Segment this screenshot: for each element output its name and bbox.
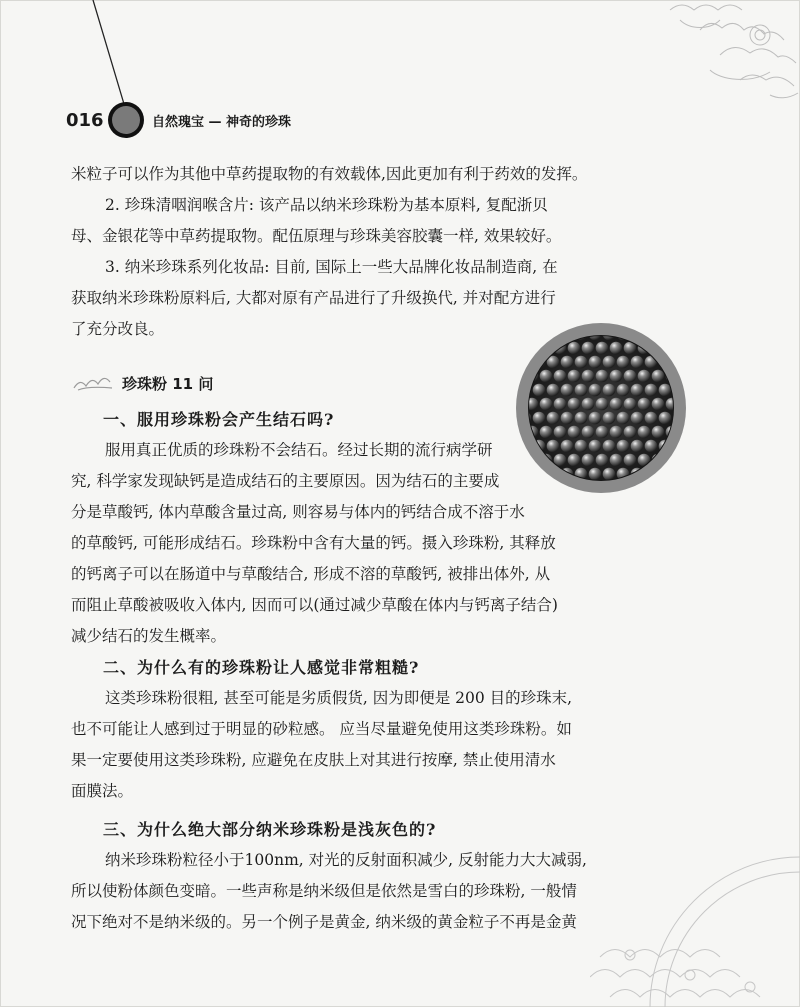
pearl <box>652 398 665 411</box>
wave-ornament-bottom-right <box>590 837 800 1007</box>
pearl <box>596 426 609 439</box>
pearl <box>631 440 644 453</box>
pearl <box>638 398 651 411</box>
pearl <box>589 356 602 369</box>
intro-paragraphs <box>71 159 615 345</box>
pearl <box>652 370 665 383</box>
pearl <box>554 426 567 439</box>
pearl <box>652 426 665 439</box>
pearl <box>659 384 672 397</box>
pearl <box>568 370 581 383</box>
text-line: 而阻止草酸被吸收入体内, 因而可以(通过减少草酸在体内与钙离子结合) <box>71 596 558 614</box>
pearl <box>561 356 574 369</box>
pearl <box>659 468 672 481</box>
text-line: 的草酸钙, 可能形成结石。珍珠粉中含有大量的钙。摄入珍珠粉, 其释放 <box>71 534 556 552</box>
text-line: 米粒子可以作为其他中草药提取物的有效载体,因此更加有利于药效的发挥。 <box>71 165 588 183</box>
question-heading: 二、为什么有的珍珠粉让人感觉非常粗糙? <box>103 658 420 677</box>
text-line: 果一定要使用这类珍珠粉, 应避免在皮肤上对其进行按摩, 禁止使用清水 <box>71 751 556 769</box>
pearl <box>519 468 532 481</box>
pearl <box>603 356 616 369</box>
pearl <box>582 454 595 467</box>
pearl <box>666 342 679 355</box>
pearl <box>596 370 609 383</box>
pearl <box>547 384 560 397</box>
pearl <box>617 356 630 369</box>
pearl <box>575 440 588 453</box>
text-line: 面膜法。 <box>71 782 134 800</box>
pearl <box>582 370 595 383</box>
decorative-line <box>0 0 130 110</box>
pearl <box>610 370 623 383</box>
pearl <box>631 356 644 369</box>
pearl <box>554 370 567 383</box>
pearl <box>610 342 623 355</box>
text-line: 这类珍珠粉很粗, 甚至可能是劣质假货, 因为即便是 200 目的珍珠末, <box>105 689 573 707</box>
section-title: 珍珠粉 11 问 <box>122 375 214 393</box>
text-line: 了充分改良。 <box>71 320 165 338</box>
pearl <box>624 398 637 411</box>
pearl <box>533 328 546 341</box>
pearl-disc-icon <box>106 100 146 140</box>
pearl <box>540 398 553 411</box>
text-line: 纳米珍珠粉粒径小于100nm, 对光的反射面积减少, 反射能力大大减弱, <box>105 851 587 869</box>
pearl <box>617 440 630 453</box>
pearl <box>575 384 588 397</box>
page-number: 016 <box>66 109 104 131</box>
text-line: 3. 纳米珍珠系列化妆品: 目前, 国际上一些大品牌化妆品制造商, 在 <box>105 258 558 276</box>
text-line: 减少结石的发生概率。 <box>71 627 227 645</box>
pearl <box>540 370 553 383</box>
pearl <box>659 328 672 341</box>
pearl <box>645 412 658 425</box>
running-title: 自然瑰宝 — 神奇的珍珠 <box>152 114 292 130</box>
pearl <box>624 370 637 383</box>
pearl <box>526 342 539 355</box>
pearl <box>589 384 602 397</box>
text-line: 所以使粉体颜色变暗。一些声称是纳米级但是依然是雪白的珍珠粉, 一般情 <box>71 882 577 900</box>
text-line: 2. 珍珠清咽润喉含片: 该产品以纳米珍珠粉为基本原料, 复配浙贝 <box>105 196 548 214</box>
pearl <box>603 440 616 453</box>
pearl <box>533 384 546 397</box>
pearl <box>561 384 574 397</box>
text-line: 究, 科学家发现缺钙是造成结石的主要原因。因为结石的主要成 <box>71 472 500 490</box>
pearl <box>561 440 574 453</box>
text-line: 况下绝对不是纳米级的。另一个例子是黄金, 纳米级的黄金粒子不再是金黄 <box>71 913 577 931</box>
pearl <box>561 412 574 425</box>
pearl <box>568 398 581 411</box>
pearl <box>596 454 609 467</box>
pearl <box>547 440 560 453</box>
pearl <box>631 384 644 397</box>
pearl <box>554 398 567 411</box>
pearl <box>589 412 602 425</box>
pearl <box>617 384 630 397</box>
pearl <box>610 426 623 439</box>
question-3 <box>71 814 615 938</box>
pearl <box>575 412 588 425</box>
pearl <box>582 426 595 439</box>
page-header <box>66 100 291 140</box>
pearl <box>540 426 553 439</box>
pearl <box>589 440 602 453</box>
pearl <box>624 454 637 467</box>
cloud-ornament-top-right <box>650 0 800 110</box>
pearl <box>519 328 532 341</box>
pearl <box>638 370 651 383</box>
pearl <box>610 398 623 411</box>
pearl <box>547 412 560 425</box>
pearl <box>596 342 609 355</box>
pearl <box>568 426 581 439</box>
pearl <box>582 342 595 355</box>
text-line: 获取纳米珍珠粉原料后, 大都对原有产品进行了升级换代, 并对配方进行 <box>71 289 556 307</box>
pearl <box>575 356 588 369</box>
pearl <box>645 440 658 453</box>
question-heading: 三、为什么绝大部分纳米珍珠粉是浅灰色的? <box>103 820 437 839</box>
pearl <box>596 398 609 411</box>
pearl <box>610 454 623 467</box>
question-heading: 一、服用珍珠粉会产生结石吗? <box>103 410 335 429</box>
section-heading <box>72 368 213 399</box>
pearl <box>659 412 672 425</box>
cloud-swirl-icon <box>72 376 116 392</box>
pearl <box>568 454 581 467</box>
pearl <box>645 384 658 397</box>
pearl <box>638 426 651 439</box>
pearls-photo <box>515 322 687 494</box>
pearl <box>603 468 616 481</box>
text-line: 母、金银花等中草药提取物。配伍原理与珍珠美容胶囊一样, 效果较好。 <box>71 227 562 245</box>
text-line: 也不可能让人感到过于明显的砂粒感。 应当尽量避免使用这类珍珠粉。如 <box>71 720 572 738</box>
pearl <box>589 468 602 481</box>
pearl <box>603 384 616 397</box>
pearl <box>603 412 616 425</box>
pearl <box>568 342 581 355</box>
pearl <box>617 412 630 425</box>
question-2 <box>71 652 615 807</box>
text-line: 服用真正优质的珍珠粉不会结石。经过长期的流行病学研 <box>105 441 493 459</box>
pearl <box>624 426 637 439</box>
pearl <box>631 412 644 425</box>
pearl <box>533 412 546 425</box>
text-line: 的钙离子可以在肠道中与草酸结合, 形成不溶的草酸钙, 被排出体外, 从 <box>71 565 551 583</box>
text-line: 分是草酸钙, 体内草酸含量过高, 则容易与体内的钙结合成不溶于水 <box>71 503 525 521</box>
pearl <box>582 398 595 411</box>
